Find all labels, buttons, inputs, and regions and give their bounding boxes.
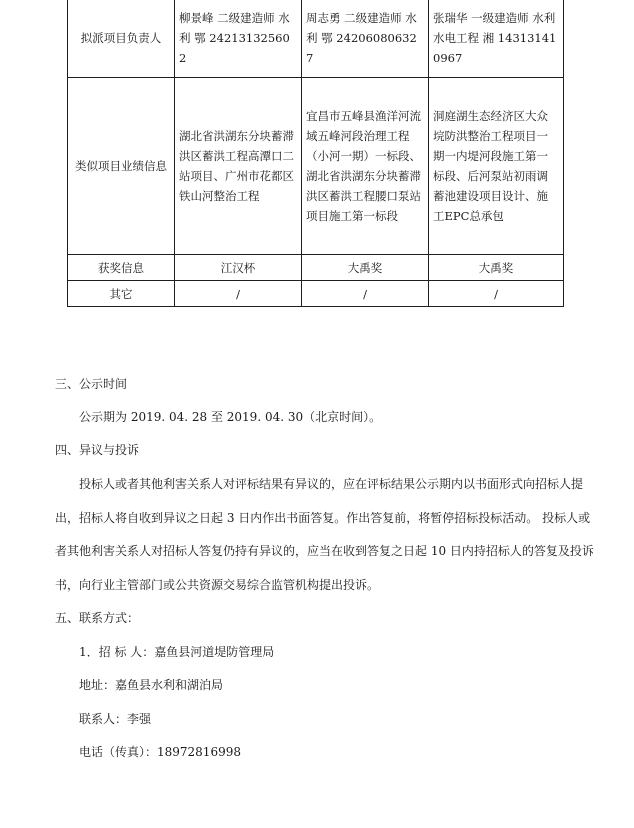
table-row-other: [68, 281, 564, 307]
performance-cell-3: 洞庭湖生态经济区大众垸防洪整治工程项目一期一内堤河段施工第一标段、后河泵站初雨调蓄池建设项目设计、施工EPC总承包: [429, 78, 564, 255]
table-row-project-performance: [68, 78, 564, 255]
contact-person: 联系人：李强: [79, 712, 152, 726]
performance-cell-1: 湖北省洪湖东分块蓄滞洪区蓄洪工程高潭口二站项目、广州市花都区铁山河整治工程: [175, 78, 302, 255]
other-cell-2: /: [302, 281, 429, 307]
leader-cell-2: 周志勇 二级建造师 水利 鄂 242060806327: [302, 0, 429, 78]
candidate-info-table: [67, 0, 564, 307]
table-row-awards: [68, 255, 564, 281]
row-label-project-leader: 拟派项目负责人: [68, 0, 175, 78]
row-label-awards: 获奖信息: [68, 255, 175, 281]
performance-cell-2: 宜昌市五峰县渔洋河流域五峰河段治理工程（小河一期）一标段、湖北省洪湖东分块蓄滞洪区蓄洪工程腰口泵站项目施工第一标段: [302, 78, 429, 255]
table-row-project-leader: [68, 0, 564, 78]
awards-cell-1: 江汉杯: [175, 255, 302, 281]
section-heading-objection: 四、异议与投诉: [55, 443, 140, 457]
awards-cell-3: 大禹奖: [429, 255, 564, 281]
contact-tenderer: 1．招 标 人：嘉鱼县河道堤防管理局: [79, 645, 275, 659]
row-label-other: 其它: [68, 281, 175, 307]
other-cell-3: /: [429, 281, 564, 307]
objection-line-3: 者其他利害关系人对招标人答复仍持有异议的，应当在收到答复之日起 10 日内持招标人的答复及投诉: [55, 544, 594, 558]
awards-cell-2: 大禹奖: [302, 255, 429, 281]
section-heading-contact: 五、联系方式：: [55, 611, 140, 625]
leader-cell-1: 柳景峰 二级建造师 水利 鄂 242131325602: [175, 0, 302, 78]
section-heading-publicity: 三、公示时间: [55, 377, 128, 391]
objection-line-2: 出，招标人将自收到异议之日起 3 日内作出书面答复。作出答复前，将暂停招标投标活动。 投标人或: [55, 511, 591, 525]
objection-line-4: 书，向行业主管部门或公共资源交易综合监管机构提出投诉。: [55, 578, 380, 592]
other-cell-1: /: [175, 281, 302, 307]
objection-line-1: 投标人或者其他利害关系人对评标结果有异议的，应在评标结果公示期内以书面形式向招标人提: [79, 477, 584, 491]
publicity-period-text: 公示期为 2019. 04. 28 至 2019. 04. 30（北京时间）。: [79, 410, 382, 424]
row-label-project-performance: 类似项目业绩信息: [68, 78, 175, 255]
leader-cell-3: 张瑞华 一级建造师 水利水电工程 湘 143131410967: [429, 0, 564, 78]
contact-phone-fax: 电话（传真）：18972816998: [79, 745, 241, 759]
contact-address: 地址：嘉鱼县水利和湖泊局: [79, 678, 224, 692]
